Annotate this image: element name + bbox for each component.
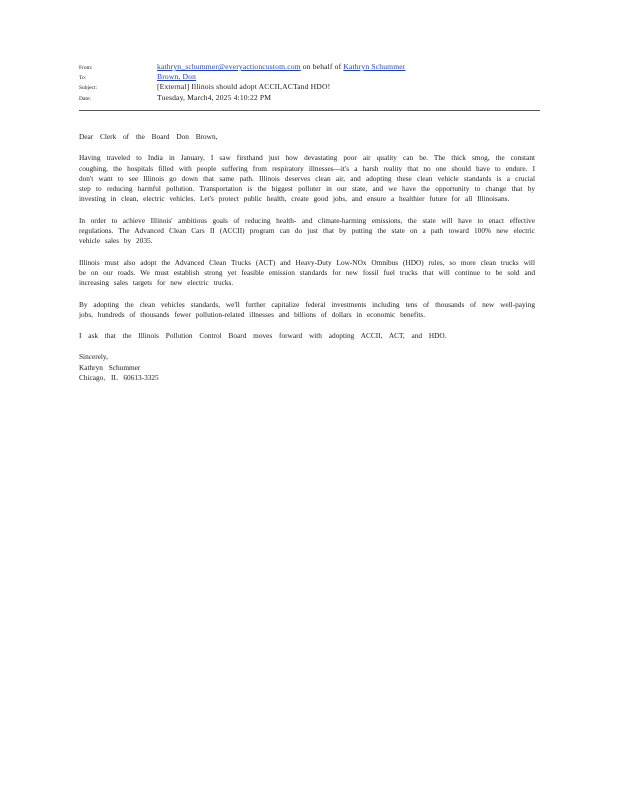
from-value <box>157 62 405 71</box>
date-label: Date: <box>79 95 91 102</box>
greeting: Dear Clerk of the Board Don Brown, <box>79 132 218 141</box>
body-paragraph: By adopting the clean vehicles standards, we'll further capitalize federal investments including tens of thousands of new well-paying jobs, hundreds of thousands fewer pollution-related illnesses and billions of dollars in economic benefits. <box>79 299 535 319</box>
from-email-link[interactable]: kathryn_schummer@everyactioncustom.com <box>157 62 301 71</box>
body-paragraph: I ask that the Illinois Pollution Control Board moves forward with adopting ACCII, ACT, and HDO. <box>79 331 447 341</box>
body-paragraph: Having traveled to India in January, I saw firsthand just how devastating poor air quality can be. The thick smog, the constant coughing, the hospitals filled with people suffering from respiratory illnesses—it's a harsh reality that no one should have to endure. I don't want to see Illinois go down that same path. Illinois deserves clean air, and adopting these clean vehicle standards is a crucial step to reducing harmful pollution. Transportation is the biggest polluter in our state, and we have the opportunity to change that by investing in clean, electric vehicles. Let's protect public health, create good jobs, and ensure a healthier future for all Illinoisans. <box>79 153 535 204</box>
header-divider <box>79 110 540 111</box>
subject-label: Subject: <box>79 85 98 92</box>
from-name-link[interactable]: Kathryn Schummer <box>343 62 406 71</box>
signature-block <box>79 352 535 383</box>
body-paragraph: In order to achieve Illinois' ambitious goals of reducing health- and climate-harming emissions, the state will have to enact effective regulations. The Advanced Clean Cars II (ACCII) program can do just that by putting the state on a path toward 100% new electric vehicle sales by 2035. <box>79 215 535 246</box>
from-row <box>79 62 539 72</box>
from-label: From: <box>79 65 93 71</box>
on-behalf-text: on behalf of <box>300 62 344 71</box>
closing: Sincerely, <box>79 352 108 362</box>
sender-name: Kathryn Schummer <box>79 362 141 372</box>
body-paragraph: Illinois must also adopt the Advanced Clean Trucks (ACT) and Heavy-Duty Low-NOx Omnibus (HDO) rules, so more clean trucks will be on our roads. We must establish strong yet feasible emission standards for new fossil fuel trucks that will continue to be sold and increasing sales targets for new electric trucks. <box>79 257 535 288</box>
email-body <box>79 132 535 383</box>
subject-value: [External] Illinois should adopt ACCII,ACTand HDO! <box>157 82 331 92</box>
email-header <box>79 62 539 103</box>
date-value: Tuesday, March4, 2025 4:10:22 PM <box>157 92 272 102</box>
to-row <box>79 72 539 82</box>
to-link[interactable]: Brown, Don <box>157 72 197 82</box>
sender-location: Chicago, IL 60613-3325 <box>79 373 159 383</box>
date-row <box>79 93 539 103</box>
to-label: To: <box>79 75 87 82</box>
subject-row <box>79 82 539 92</box>
